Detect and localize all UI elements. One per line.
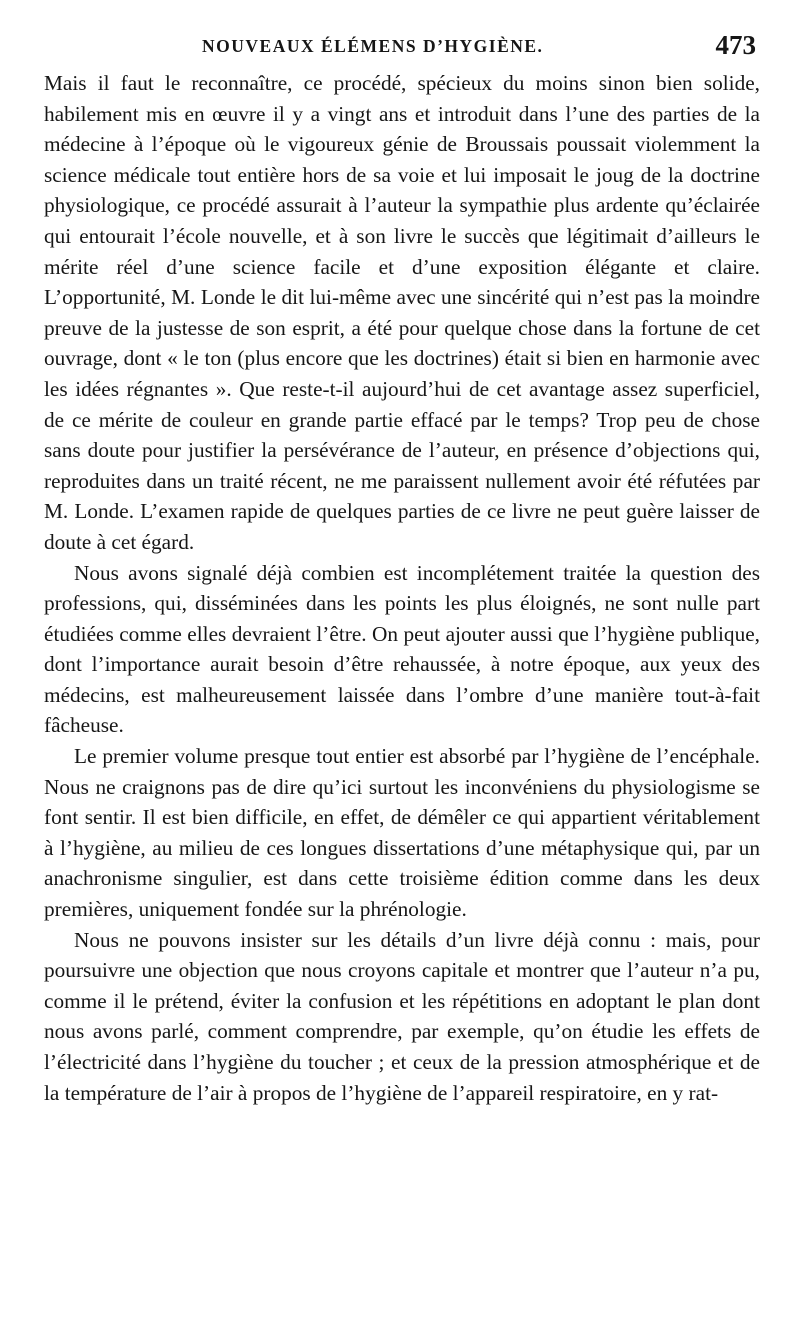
paragraph-4: Nous ne pouvons insister sur les détails d’un livre déjà connu : mais, pour poursuivre une objection que nous croyons capitale et montrer que l’auteur n’a pu, comme il le prétend, éviter la confusion et les répétitions en adoptant le plan dont nous avons parlé, comment comprendre, par exemple, qu’on étudie les effets de l’électricité dans l’hygiène du toucher ; et ceux de la pression atmosphérique et de la température de l’air à propos de l’hygiène de l’appareil respiratoire, en y rat- <box>44 927 760 1105</box>
paragraph-1: Mais il faut le reconnaître, ce procédé, spécieux du moins sinon bien solide, habilement mis en œuvre il y a vingt ans et introduit dans l’une des parties de la médecine à l’époque où le vigoureux génie de Broussais poussait violemment la science médicale tout entière hors de sa voie et lui imposait le joug de la doctrine physiologique, ce procédé assurait à l’auteur la sympathie plus ardente qu’éclairée qui entourait l’école nouvelle, et à son livre le succès que légitimait d’ailleurs le mérite réel d’une science facile et d’une exposition élégante et claire. L’opportunité, M. Londe le dit lui-même avec une sincérité qui n’est pas la moindre preuve de la justesse de son esprit, a été pour quelque chose dans la fortune de cet ouvrage, dont « le ton (plus encore que les doctrines) était si bien en harmonie avec les idées régnantes ». Que reste-t-il aujourd’hui de cet avantage assez superficiel, de ce mérite de couleur en grande partie effacé par le temps? Trop peu de chose sans doute pour justifier la persévérance de l’auteur, en présence d’objections qui, reproduites dans un traité récent, ne me paraissent nullement avoir été réfutées par M. Londe. L’examen rapide de quelques parties de ce livre ne peut guère laisser de doute à cet égard. <box>44 71 760 554</box>
page-header <box>44 30 760 68</box>
running-head: NOUVEAUX ÉLÉMENS D’HYGIÈNE. <box>202 36 544 56</box>
paragraph-3: Le premier volume presque tout entier est absorbé par l’hygiène de l’encéphale. Nous ne craignons pas de dire qu’ici surtout les inconvéniens du physiologisme se font sentir. Il est bien difficile, en effet, de démêler ce qui appartient véritablement à l’hygiène, au milieu de ces longues dissertations d’une métaphysique qui, par un anachronisme singulier, est dans cette troisième édition comme dans les deux premières, uniquement fondée sur la phrénologie. <box>44 744 760 922</box>
page-number: 473 <box>715 30 756 60</box>
body-text <box>44 68 760 1108</box>
paragraph-2: Nous avons signalé déjà combien est incomplétement traitée la question des professions, qui, disséminées dans les points les plus éloignés, ne sont nulle part étudiées comme elles devraient l’être. On peut ajouter aussi que l’hygiène publique, dont l’importance aurait besoin d’être rehaussée, à notre époque, aux yeux des médecins, est malheureusement laissée dans l’ombre d’une manière tout-à-fait fâcheuse. <box>44 560 760 738</box>
